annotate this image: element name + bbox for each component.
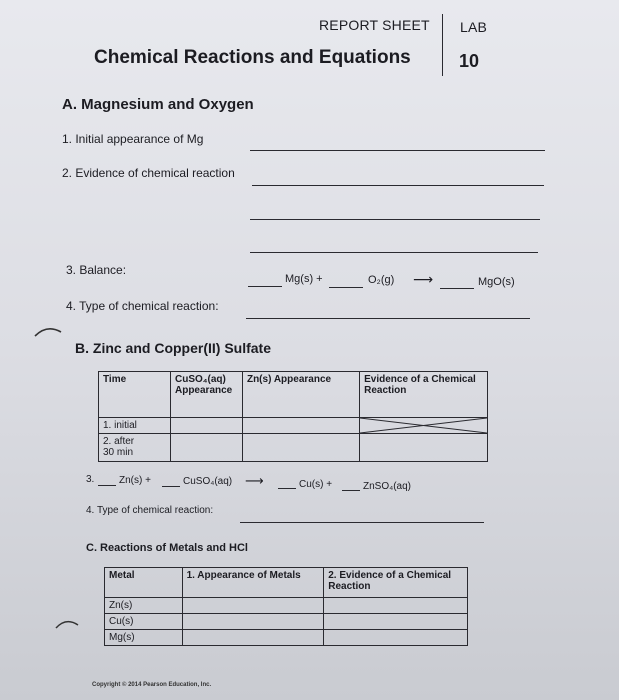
section-a-q3-label: 3. Balance: [66, 263, 127, 277]
table-b-header-evidence: Evidence of a Chemical Reaction [360, 372, 488, 418]
table-b-crossed-cell [360, 418, 488, 434]
table-b-row-initial: 1. initial [99, 418, 171, 434]
eq-b-num: 3. [86, 474, 95, 485]
coef-blank-cu[interactable] [278, 488, 296, 489]
arrow-icon: ⟶ [245, 473, 264, 488]
table-b-row-30min-label: 30 min [103, 447, 134, 458]
table-c-header-appearance: 1. Appearance of Metals [182, 568, 324, 598]
coef-blank-znso4[interactable] [342, 490, 360, 491]
coef-blank-o2[interactable] [329, 287, 363, 288]
table-row [105, 598, 468, 614]
answer-line-a1[interactable] [250, 150, 545, 151]
copyright-footer: Copyright © 2014 Pearson Education, Inc. [92, 682, 212, 688]
table-b-header-cuso4: CuSO₄(aq) Appearance [170, 372, 242, 418]
cross-out-icon [360, 418, 487, 433]
table-b-cell[interactable] [170, 418, 242, 434]
answer-line-a4[interactable] [246, 318, 530, 319]
section-b-q4: 4. Type of chemical reaction: [86, 505, 214, 516]
answer-line-b4[interactable] [240, 522, 484, 523]
coef-blank-mg[interactable] [248, 286, 282, 287]
table-c-cell[interactable] [324, 614, 468, 630]
table-row [99, 434, 488, 462]
table-b-cell[interactable] [242, 434, 359, 462]
table-row [105, 614, 468, 630]
table-c-cell[interactable] [324, 630, 468, 646]
section-a-q2: 2. Evidence of chemical reaction [62, 166, 235, 180]
section-a-heading: A. Magnesium and Oxygen [62, 96, 254, 113]
table-c-cell[interactable] [182, 630, 324, 646]
table-b-row-after-label: 2. after [103, 436, 135, 447]
report-sheet-label: REPORT SHEET [319, 17, 430, 33]
answer-line-a2[interactable] [252, 185, 544, 186]
section-a-q1: 1. Initial appearance of Mg [62, 132, 204, 146]
eq-b-zn: Zn(s) + [119, 475, 151, 486]
table-b-cell[interactable] [360, 434, 488, 462]
table-b [98, 371, 488, 462]
table-c-cell[interactable] [182, 614, 324, 630]
table-c [104, 567, 468, 646]
eq-a-mg: Mg(s) + [285, 273, 323, 285]
header-divider [442, 14, 443, 76]
table-c-row-cu: Cu(s) [105, 614, 183, 630]
eq-b-znso4: ZnSO₄(aq) [363, 481, 411, 492]
table-c-row-mg: Mg(s) [105, 630, 183, 646]
eq-b-cuso4: CuSO₄(aq) [183, 476, 233, 487]
table-c-header-evidence: 2. Evidence of a Chemical Reaction [324, 568, 468, 598]
answer-line-a2b[interactable] [250, 219, 540, 220]
table-row [105, 630, 468, 646]
coef-blank-cuso4[interactable] [162, 486, 180, 487]
eq-b-cu: Cu(s) + [299, 479, 333, 490]
answer-line-a2c[interactable] [250, 252, 538, 253]
lab-label: LAB [460, 19, 488, 35]
table-b-header-zn: Zn(s) Appearance [242, 372, 359, 418]
section-b-heading: B. Zinc and Copper(II) Sulfate [75, 340, 272, 356]
table-c-cell[interactable] [324, 598, 468, 614]
section-a-q4: 4. Type of chemical reaction: [66, 299, 219, 313]
table-row [99, 418, 488, 434]
eq-a-mgo: MgO(s) [478, 276, 515, 288]
coef-blank-mgo[interactable] [440, 288, 474, 289]
pencil-mark-icon [33, 322, 65, 338]
table-b-cell[interactable] [170, 434, 242, 462]
section-c-heading: C. Reactions of Metals and HCl [86, 542, 248, 554]
coef-blank-zn[interactable] [98, 485, 116, 486]
table-b-header-time: Time [99, 372, 171, 418]
table-c-row-zn: Zn(s) [105, 598, 183, 614]
lab-number: 10 [459, 51, 480, 71]
arrow-icon: ⟶ [413, 271, 434, 287]
eq-a-o2: O₂(g) [368, 274, 395, 286]
pencil-mark-icon [54, 616, 80, 630]
table-b-cell[interactable] [242, 418, 359, 434]
table-c-header-metal: Metal [105, 568, 183, 598]
table-b-row-after [99, 434, 171, 462]
page-title: Chemical Reactions and Equations [94, 47, 411, 68]
table-c-cell[interactable] [182, 598, 324, 614]
